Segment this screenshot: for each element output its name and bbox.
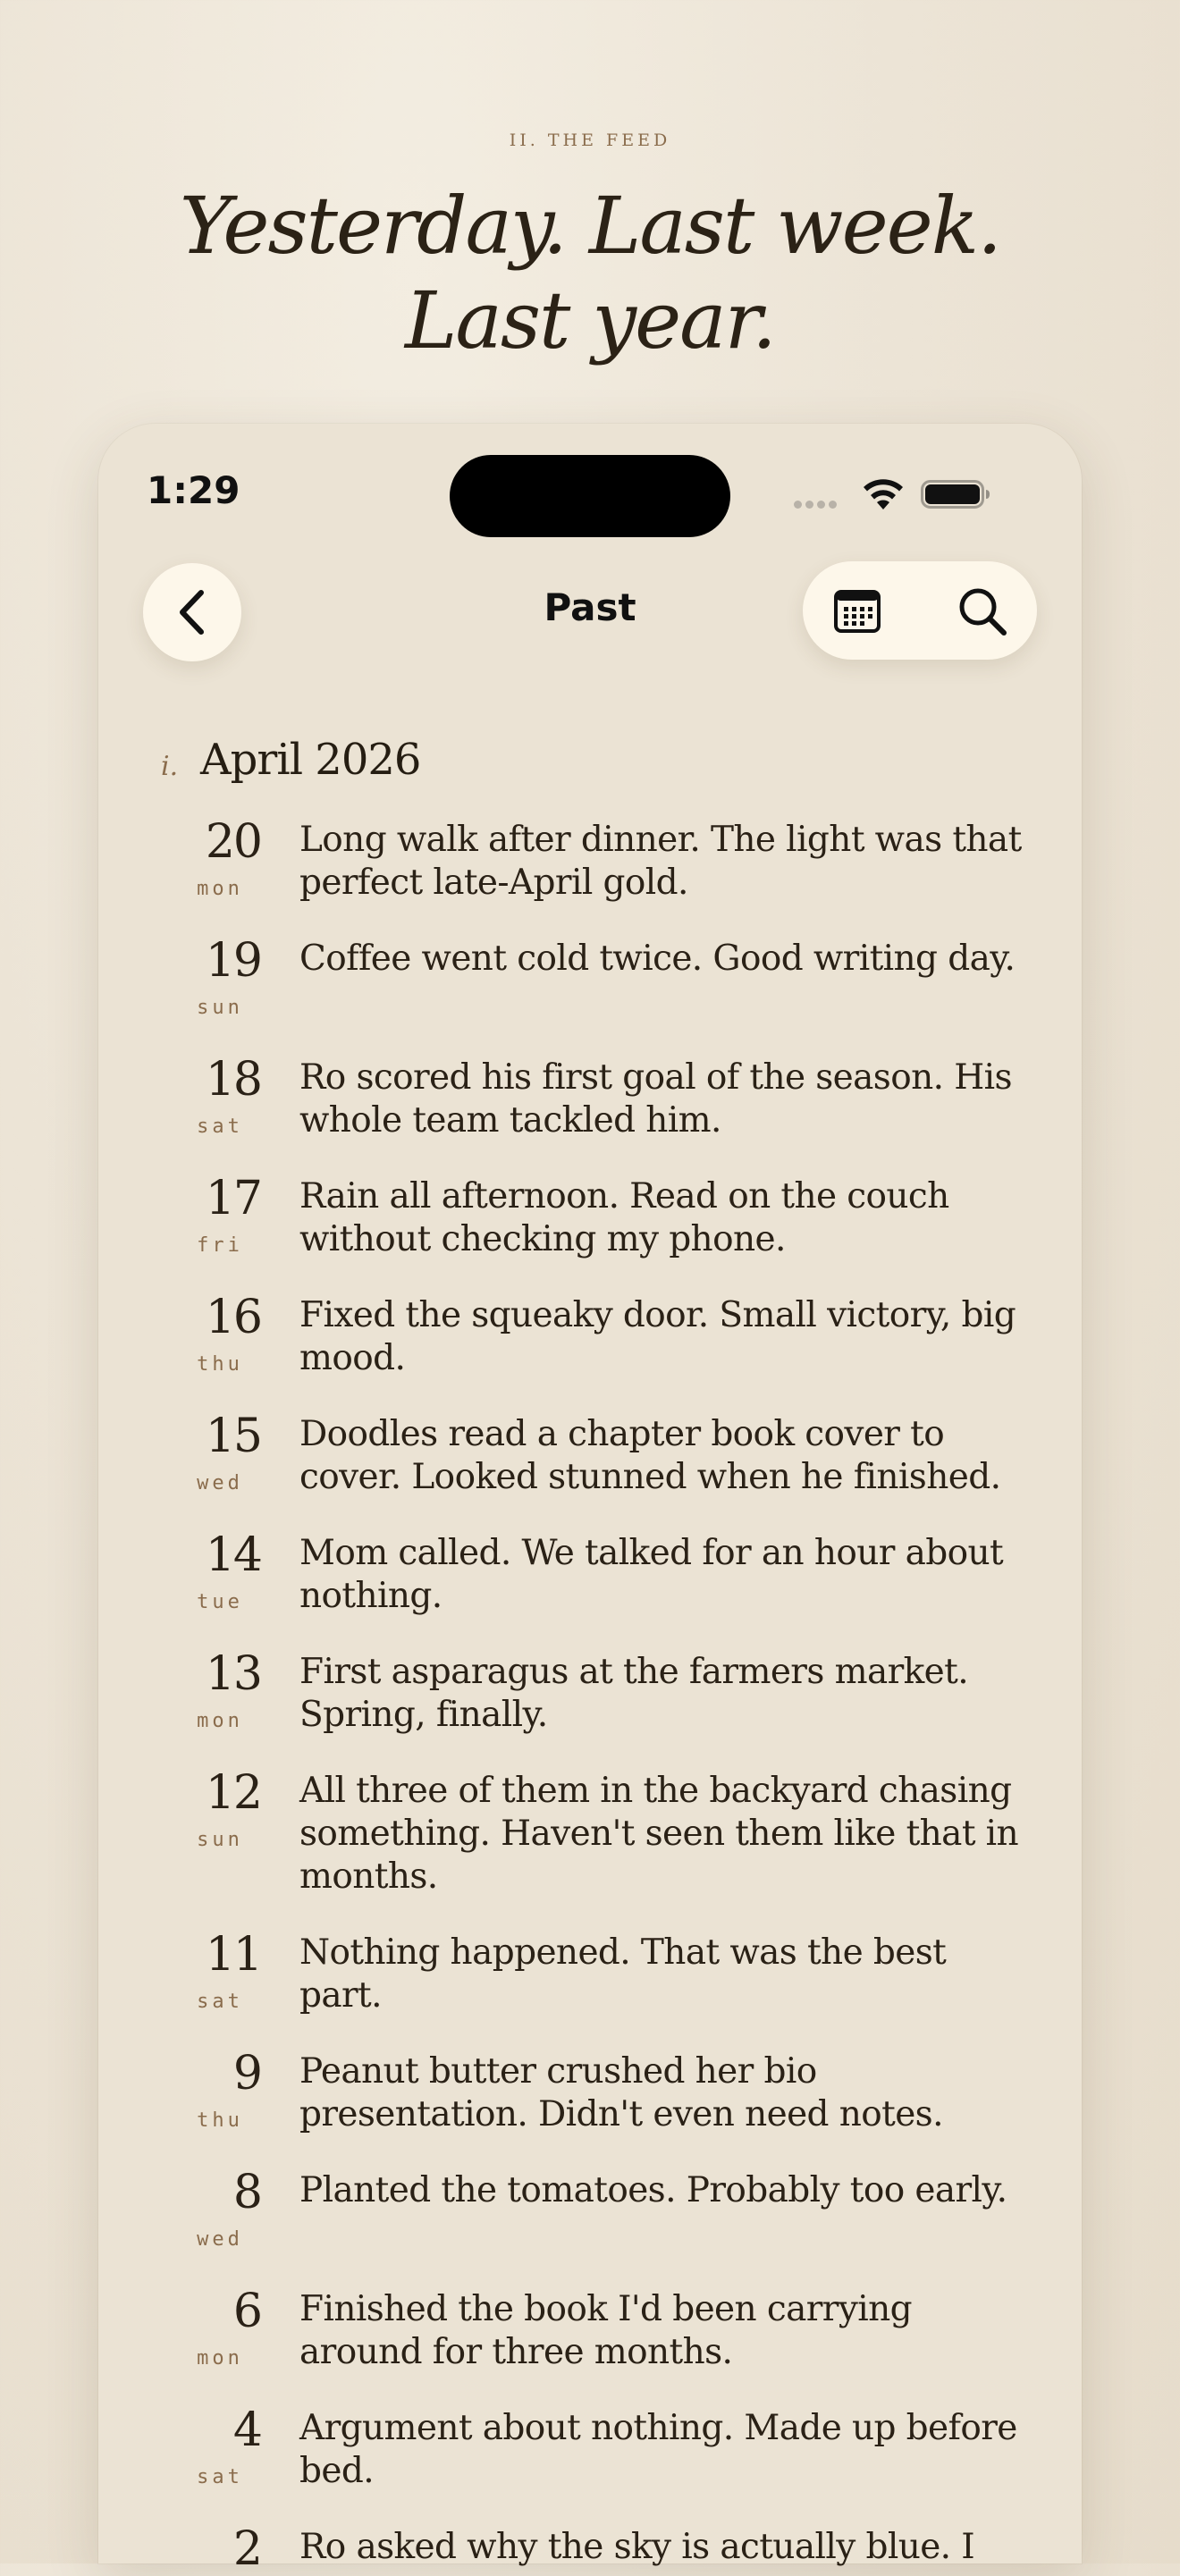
nav-title: Past: [544, 585, 636, 629]
headline-line-1: Yesterday. Last week.: [179, 180, 1001, 272]
entry-day: 14: [205, 1528, 261, 1582]
entry-day: 6: [232, 2285, 261, 2338]
entry-weekday: thu: [197, 2109, 243, 2132]
entry-weekday: mon: [197, 1710, 243, 1732]
month-heading: April 2026: [200, 735, 421, 785]
headline-line-2: Last year.: [404, 274, 776, 366]
entry-text: First asparagus at the farmers market. Spring, finally.: [299, 1652, 969, 1735]
entry-weekday: wed: [197, 2228, 243, 2251]
entry-day: 20: [205, 815, 261, 869]
entry-day: 8: [232, 2166, 261, 2219]
entry-day: 16: [205, 1291, 261, 1344]
entry-text: All three of them in the backyard chasing something. Haven't seen them like that in months.: [299, 1771, 1019, 1897]
entry-text: Ro scored his first goal of the season. His whole team tackled him.: [299, 1057, 1012, 1141]
status-time: 1:29: [147, 468, 240, 512]
entry-text: Argument about nothing. Made up before bed.: [299, 2408, 1017, 2491]
entry-weekday: fri: [197, 1234, 243, 1257]
entry-weekday: tue: [197, 1591, 243, 1613]
entry-day: 19: [205, 934, 261, 988]
dynamic-island: [450, 455, 730, 537]
entry-text: Rain all afternoon. Read on the couch without checking my phone.: [299, 1176, 949, 1259]
search-icon[interactable]: [957, 585, 1008, 637]
entry-day: 13: [205, 1647, 261, 1701]
entry-text: Ro asked why the sky is actually blue. I: [299, 2527, 975, 2567]
entry-weekday: sat: [197, 1115, 243, 1138]
entry-day: 17: [205, 1172, 261, 1225]
section-numeral: i.: [161, 751, 179, 782]
entry-weekday: thu: [197, 1353, 243, 1376]
entry-text: Long walk after dinner. The light was that perfect late-April gold.: [299, 820, 1022, 903]
entry-day: 11: [205, 1928, 261, 1982]
calendar-icon[interactable]: [833, 586, 881, 635]
entry-day: 18: [205, 1053, 261, 1107]
entry-day: 9: [232, 2047, 261, 2100]
entry-weekday: sun: [197, 1829, 243, 1851]
entry-text: Finished the book I'd been carrying around for three months.: [299, 2289, 913, 2372]
cellular-signal-icon: [794, 501, 837, 509]
entry-weekday: sun: [197, 997, 243, 1019]
nav-actions: [803, 561, 1037, 660]
entry-text: Doodles read a chapter book cover to cover. Looked stunned when he finished.: [299, 1414, 1001, 1497]
entry-text: Planted the tomatoes. Probably too early.: [299, 2170, 1007, 2210]
entry-weekday: mon: [197, 878, 243, 900]
entry-day: 2: [232, 2522, 261, 2576]
entry-weekday: sat: [197, 2466, 243, 2488]
entry-text: Coffee went cold twice. Good writing day.: [299, 939, 1016, 979]
wifi-icon: [860, 476, 906, 511]
section-eyebrow: II. THE FEED: [509, 130, 671, 150]
page-headline: [0, 179, 1180, 368]
entry-text: Mom called. We talked for an hour about nothing.: [299, 1533, 1004, 1616]
battery-icon: [921, 480, 990, 509]
entry-day: 12: [205, 1766, 261, 1820]
entry-text: Nothing happened. That was the best part.: [299, 1932, 947, 2016]
entry-day: 15: [205, 1410, 261, 1463]
entry-weekday: sat: [197, 1991, 243, 2013]
entry-day: 4: [232, 2403, 261, 2457]
entry-weekday: mon: [197, 2347, 243, 2370]
entry-text: Peanut butter crushed her bio presentation. Didn't even need notes.: [299, 2051, 943, 2134]
entry-weekday: wed: [197, 1472, 243, 1494]
entry-text: Fixed the squeaky door. Small victory, big mood.: [299, 1295, 1016, 1378]
